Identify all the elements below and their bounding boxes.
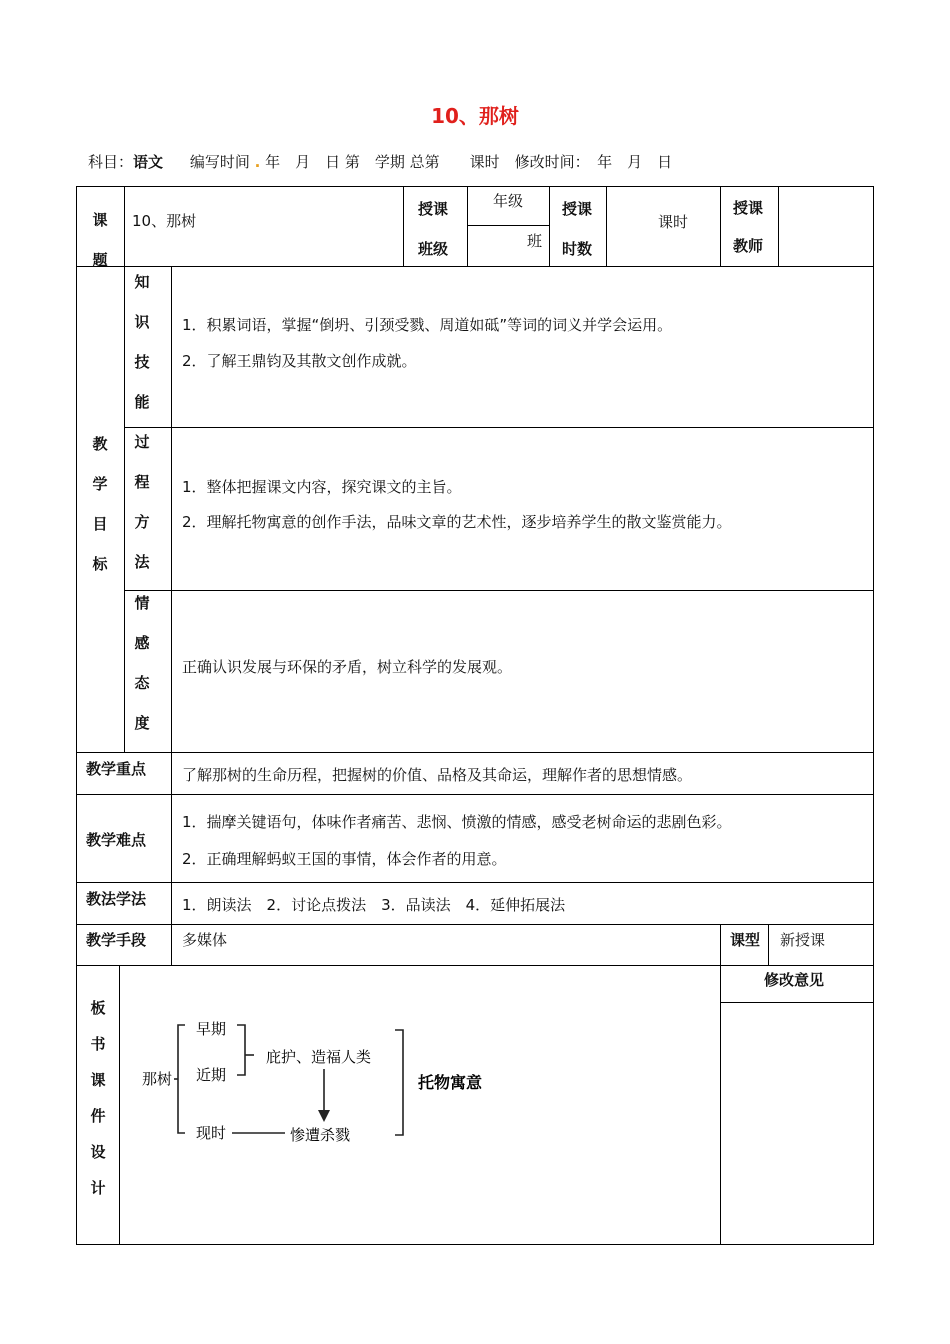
- topic-label: 课 题: [92, 211, 108, 269]
- type-value: 新授课: [780, 931, 826, 949]
- diagram-meaning: 托物寓意: [418, 1073, 483, 1092]
- subject-label: 科目：: [88, 153, 134, 171]
- document-meta: [88, 151, 672, 172]
- grade-text: 年级: [493, 192, 524, 210]
- diagram-recent: 近期: [196, 1066, 227, 1084]
- diagram-early: 早期: [196, 1020, 227, 1038]
- diagram-benefit: 庇护、造福人类: [266, 1048, 372, 1066]
- hours-value: 课时: [658, 213, 689, 231]
- knowledge-label: 知 识 技 能: [134, 273, 150, 411]
- means-label: 教学手段: [86, 931, 147, 949]
- means-value: 多媒体: [182, 931, 228, 949]
- hours-label: 授课 时数: [562, 200, 593, 258]
- diagram-fate: 惨遭杀戮: [290, 1126, 351, 1144]
- knowledge-item-2: 2．了解王鼎钧及其散文创作成就。: [182, 352, 417, 370]
- middle-bracket: [237, 1025, 245, 1075]
- process-item-2: 2．理解托物寓意的创作手法，品味文章的艺术性，逐步培养学生的散文鉴赏能力。: [182, 513, 732, 531]
- diagram-now: 现时: [196, 1124, 227, 1142]
- goals-label: 教 学 目 标: [92, 435, 108, 573]
- process-label: 过 程 方 法: [134, 433, 150, 571]
- topic-value: 10、那树: [132, 212, 197, 230]
- subject-value: 语文: [133, 153, 164, 171]
- difficulty-item-2: 2．正确理解蚂蚁王国的事情，体会作者的用意。: [182, 850, 507, 868]
- type-label: 课型: [730, 931, 761, 949]
- page-title: 10、那树: [431, 104, 519, 128]
- key-point-value: 了解那树的生命历程，把握树的价值、品格及其命运，理解作者的思想情感。: [182, 766, 693, 784]
- write-time-label: 编写时间: [189, 153, 250, 171]
- diagram-root: 那树: [142, 1070, 173, 1088]
- class-label: 授课 班级: [418, 200, 449, 258]
- right-bracket: [395, 1030, 403, 1135]
- difficulty-item-1: 1．揣摩关键语句，体味作者痛苦、悲悯、愤激的情感，感受老树命运的悲剧色彩。: [182, 813, 732, 831]
- emotion-item-1: 正确认识发展与环保的矛盾，树立科学的发展观。: [182, 658, 513, 676]
- process-item-1: 1．整体把握课文内容，探究课文的主旨。: [182, 478, 462, 496]
- methods-label: 教法学法: [86, 890, 147, 908]
- knowledge-item-1: 1．积累词语，掌握“倒坍、引颈受戮、周道如砥”等词的词义并学会运用。: [182, 316, 673, 334]
- key-point-label: 教学重点: [86, 760, 147, 778]
- dot-mark: .: [254, 153, 261, 171]
- meta-dates: 年 月 日 第 学期 总第 课时 修改时间： 年 月 日: [265, 153, 673, 171]
- class-suffix: 班: [527, 232, 543, 250]
- teacher-label: 授课 教师: [733, 199, 764, 255]
- emotion-label: 情 感 态 度: [134, 594, 150, 732]
- left-bracket: [178, 1025, 185, 1133]
- revise-label: 修改意见: [764, 971, 825, 989]
- board-label: 板 书 课 件 设 计: [90, 999, 106, 1197]
- difficulty-label: 教学难点: [86, 831, 147, 849]
- board-diagram: [130, 1010, 510, 1150]
- methods-value: 1．朗读法 2．讨论点拨法 3．品读法 4．延伸拓展法: [182, 896, 566, 914]
